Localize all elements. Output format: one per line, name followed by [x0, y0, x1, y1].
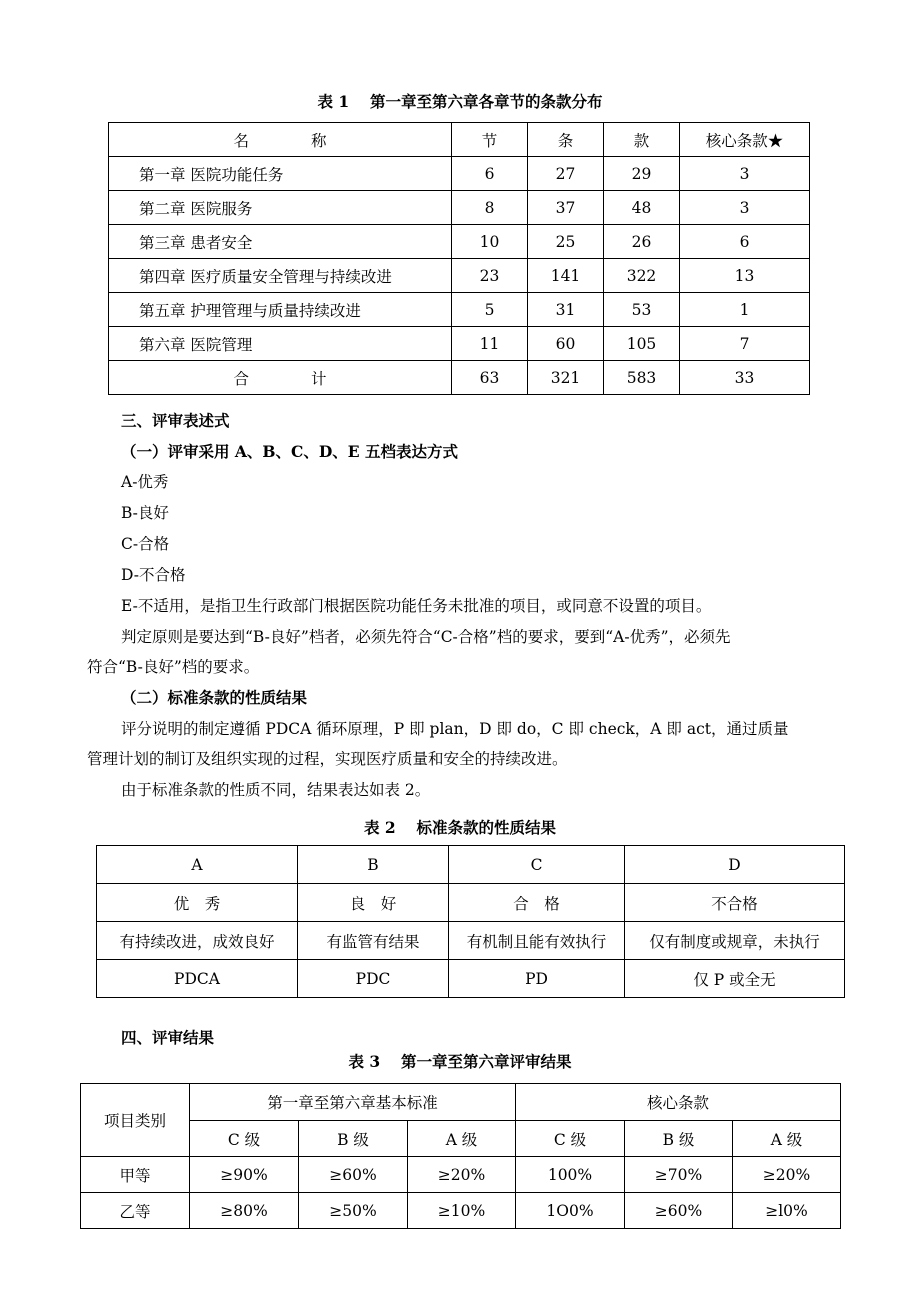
section3-sub1: （一）评审采用 A、B、C、D、E 五档表达方式 — [121, 442, 459, 461]
cell: 1 — [680, 293, 810, 327]
cell: 有监管有结果 — [298, 922, 449, 960]
cell: B — [298, 846, 449, 884]
cell: 141 — [528, 259, 604, 293]
table-row — [81, 1157, 841, 1193]
cell: ≥20% — [733, 1157, 841, 1193]
cell: D — [625, 846, 845, 884]
cell: 13 — [680, 259, 810, 293]
cell: 26 — [604, 225, 680, 259]
cell: 良 好 — [298, 884, 449, 922]
cell: ≥l0% — [733, 1193, 841, 1229]
table1 — [108, 122, 810, 395]
table1-header-clause: 款 — [604, 123, 680, 157]
cell: ≥50% — [299, 1193, 408, 1229]
cell: 23 — [452, 259, 528, 293]
core-clause-header: 核心条款 — [516, 1084, 841, 1121]
cell: 有持续改进，成效良好 — [97, 922, 298, 960]
table1-total-row — [109, 361, 810, 395]
cell: C — [449, 846, 625, 884]
cell: 25 — [528, 225, 604, 259]
table1-header-section: 节 — [452, 123, 528, 157]
cell: 48 — [604, 191, 680, 225]
cell: ≥10% — [408, 1193, 516, 1229]
table3 — [80, 1083, 841, 1229]
cell: 3 — [680, 191, 810, 225]
table2 — [96, 845, 845, 998]
grade-d: D-不合格 — [121, 566, 186, 584]
cell: 60 — [528, 327, 604, 361]
level-header: C 级 — [190, 1121, 299, 1157]
table-row — [97, 846, 845, 884]
cell: PDCA — [97, 960, 298, 998]
grade-e: E-不适用，是指卫生行政部门根据医院功能任务未批准的项目，或同意不设置的项目。 — [121, 597, 712, 615]
section3-heading: 三、评审表述式 — [121, 411, 230, 430]
cell: 8 — [452, 191, 528, 225]
chapter-name: 第五章 护理管理与质量持续改进 — [109, 293, 452, 327]
table1-caption: 表 1 第一章至第六章各章节的条款分布 — [317, 92, 603, 111]
chapter-name: 第三章 患者安全 — [109, 225, 452, 259]
chapter-name: 第二章 医院服务 — [109, 191, 452, 225]
cell: 6 — [452, 157, 528, 191]
chapter-name: 第四章 医疗质量安全管理与持续改进 — [109, 259, 452, 293]
cell: 33 — [680, 361, 810, 395]
cell: 37 — [528, 191, 604, 225]
level-header: B 级 — [625, 1121, 733, 1157]
level-header: A 级 — [733, 1121, 841, 1157]
cell: PD — [449, 960, 625, 998]
cell: 27 — [528, 157, 604, 191]
table3-subheader-row — [81, 1121, 841, 1157]
table-row — [97, 922, 845, 960]
cell: 1O0% — [516, 1193, 625, 1229]
table1-header-article: 条 — [528, 123, 604, 157]
cell: 10 — [452, 225, 528, 259]
cell: 不合格 — [625, 884, 845, 922]
grade-label: 乙等 — [81, 1193, 190, 1229]
table-row — [109, 259, 810, 293]
cell: 6 — [680, 225, 810, 259]
item-category-header: 项目类别 — [81, 1084, 190, 1157]
pdca-line-2: 管理计划的制订及组织实现的过程，实现医疗质量和安全的持续改进。 — [87, 750, 568, 768]
cell: A — [97, 846, 298, 884]
cell: 63 — [452, 361, 528, 395]
cell: ≥70% — [625, 1157, 733, 1193]
level-header: C 级 — [516, 1121, 625, 1157]
cell: ≥90% — [190, 1157, 299, 1193]
table1-header-row — [109, 123, 810, 157]
cell: 5 — [452, 293, 528, 327]
section3-sub2: （二）标准条款的性质结果 — [121, 688, 308, 707]
cell: 优 秀 — [97, 884, 298, 922]
cell: ≥20% — [408, 1157, 516, 1193]
table-row — [109, 225, 810, 259]
chapter-name: 第六章 医院管理 — [109, 327, 452, 361]
table-row — [97, 960, 845, 998]
table-row — [81, 1193, 841, 1229]
table-row — [97, 884, 845, 922]
cell: 7 — [680, 327, 810, 361]
cell: 29 — [604, 157, 680, 191]
table2-intro: 由于标准条款的性质不同，结果表达如表 2。 — [121, 781, 431, 799]
cell: 100% — [516, 1157, 625, 1193]
table2-caption: 表 2 标准条款的性质结果 — [363, 818, 557, 837]
cell: 仅有制度或规章，未执行 — [625, 922, 845, 960]
cell: 有机制且能有效执行 — [449, 922, 625, 960]
cell: 583 — [604, 361, 680, 395]
table3-group-row — [81, 1084, 841, 1121]
grade-b: B-良好 — [121, 504, 169, 522]
cell: 31 — [528, 293, 604, 327]
table-row — [109, 191, 810, 225]
rule-line-1: 判定原则是要达到“B-良好”档者，必须先符合“C-合格”档的要求，要到“A-优秀”，必须先 — [121, 628, 731, 646]
cell: 53 — [604, 293, 680, 327]
cell: 105 — [604, 327, 680, 361]
grade-a: A-优秀 — [121, 473, 169, 491]
chapter-name: 第一章 医院功能任务 — [109, 157, 452, 191]
cell: 合 格 — [449, 884, 625, 922]
cell: 3 — [680, 157, 810, 191]
table-row — [109, 327, 810, 361]
rule-line-2: 符合“B-良好”档的要求。 — [87, 658, 260, 676]
table-row — [109, 293, 810, 327]
table1-header-core: 核心条款★ — [680, 123, 810, 157]
table-row — [109, 157, 810, 191]
grade-label: 甲等 — [81, 1157, 190, 1193]
cell: 11 — [452, 327, 528, 361]
table1-header-name: 名 称 — [109, 123, 452, 157]
table3-caption: 表 3 第一章至第六章评审结果 — [348, 1052, 572, 1071]
cell: ≥60% — [625, 1193, 733, 1229]
cell: 仅 P 或全无 — [625, 960, 845, 998]
cell: 322 — [604, 259, 680, 293]
cell: ≥60% — [299, 1157, 408, 1193]
level-header: B 级 — [299, 1121, 408, 1157]
total-label: 合 计 — [109, 361, 452, 395]
pdca-line-1: 评分说明的制定遵循 PDCA 循环原理，P 即 plan，D 即 do，C 即 check，A 即 act，通过质量 — [121, 720, 789, 738]
cell: PDC — [298, 960, 449, 998]
grade-c: C-合格 — [121, 535, 170, 553]
cell: ≥80% — [190, 1193, 299, 1229]
level-header: A 级 — [408, 1121, 516, 1157]
cell: 321 — [528, 361, 604, 395]
basic-standard-header: 第一章至第六章基本标准 — [190, 1084, 516, 1121]
section4-heading: 四、评审结果 — [121, 1028, 215, 1047]
